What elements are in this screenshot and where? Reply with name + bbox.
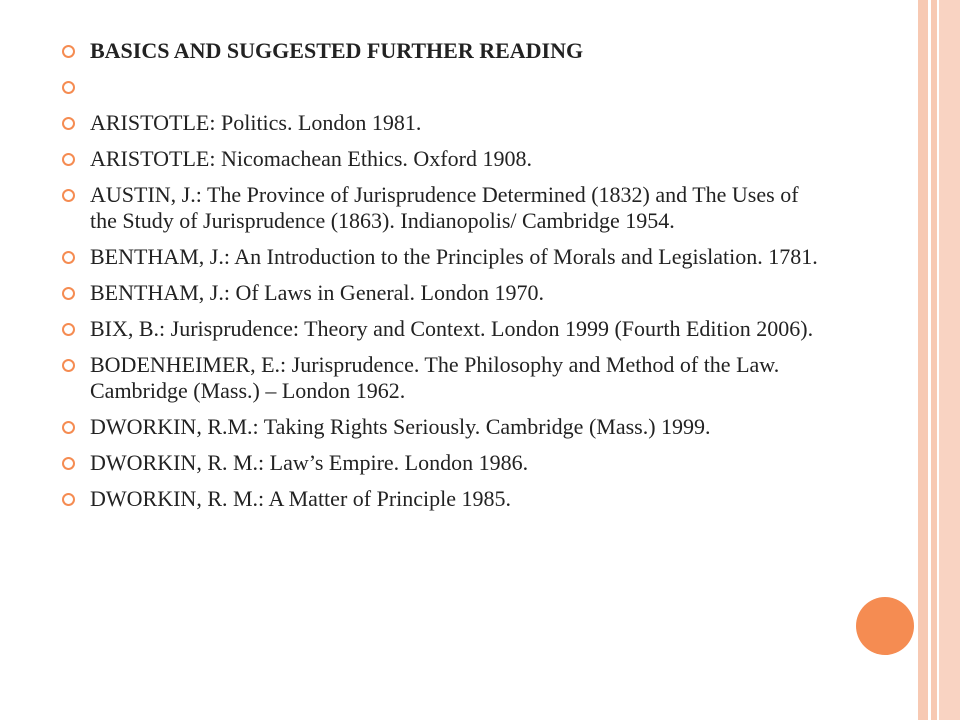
- bullet-icon: [62, 251, 75, 264]
- list-item-text: BODENHEIMER, E.: Jurisprudence. The Philosophy and Method of the Law. Cambridge (Mass.) – London 1962.: [90, 352, 780, 403]
- list-item: [60, 316, 830, 342]
- list-item-text: BENTHAM, J.: An Introduction to the Principles of Morals and Legislation. 1781.: [90, 244, 818, 269]
- bullet-icon: [62, 421, 75, 434]
- slide-heading: BASICS AND SUGGESTED FURTHER READING: [90, 38, 584, 63]
- bullet-icon: [62, 323, 75, 336]
- list-item: [60, 244, 830, 270]
- bullet-icon: [62, 189, 75, 202]
- list-item: [60, 486, 830, 512]
- bullet-icon: [62, 153, 75, 166]
- list-item-empty: [60, 74, 830, 100]
- list-item-text: BIX, B.: Jurisprudence: Theory and Context. London 1999 (Fourth Edition 2006).: [90, 316, 814, 341]
- decorative-stripe: [918, 0, 928, 720]
- list-item: [60, 280, 830, 306]
- list-item-text: ARISTOTLE: Politics. London 1981.: [90, 110, 422, 135]
- list-item: [60, 182, 830, 234]
- list-item: [60, 146, 830, 172]
- list-item-heading: [60, 38, 830, 64]
- bullet-icon: [62, 81, 75, 94]
- bullet-icon: [62, 117, 75, 130]
- bullet-icon: [62, 287, 75, 300]
- list-item-text: BENTHAM, J.: Of Laws in General. London 1970.: [90, 280, 544, 305]
- list-item: [60, 414, 830, 440]
- decorative-circle: [856, 597, 914, 655]
- list-item-text: DWORKIN, R. M.: Law’s Empire. London 1986.: [90, 450, 529, 475]
- list-item-text: AUSTIN, J.: The Province of Jurisprudence Determined (1832) and The Uses of the Study of Jurisprudence (1863). Indianopolis/ Cambridge 1954.: [90, 182, 799, 233]
- list-item-text: DWORKIN, R.M.: Taking Rights Seriously. Cambridge (Mass.) 1999.: [90, 414, 711, 439]
- list-item-text: ARISTOTLE: Nicomachean Ethics. Oxford 1908.: [90, 146, 532, 171]
- list-item-text: [90, 74, 830, 100]
- bullet-icon: [62, 45, 75, 58]
- list-item: [60, 110, 830, 136]
- bullet-list: [60, 38, 830, 522]
- list-item: [60, 450, 830, 476]
- bullet-icon: [62, 493, 75, 506]
- bullet-icon: [62, 359, 75, 372]
- bullet-icon: [62, 457, 75, 470]
- list-item: [60, 352, 830, 404]
- list-item-text: DWORKIN, R. M.: A Matter of Principle 1985.: [90, 486, 512, 511]
- decorative-stripe: [939, 0, 960, 720]
